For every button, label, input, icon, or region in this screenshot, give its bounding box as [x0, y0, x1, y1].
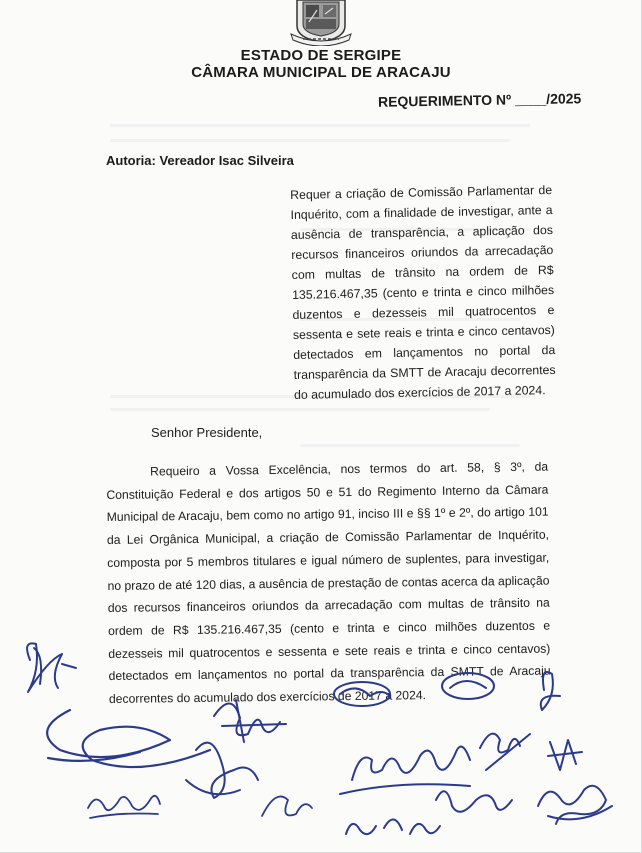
- signature-2: [47, 710, 210, 767]
- salutation: Senhor Presidente,: [151, 425, 263, 440]
- body-paragraph: Requeiro a Vossa Excelência, nos termos do art. 58, § 3º, da Constituição Federal e dos artigos 50 e 51 do Regimento Interno da Câmara Municipal de Aracaju, bem como no artigo 91, inciso III e §§ 1º e 2º, do artigo 101 da Lei Orgânica Municipal, a criação de Comissão Parlamentar de Inquérito, composta por 5 membros titulares e igual número de suplentes, para investigar, no prazo de até 120 dias, a ausência de prestação de contas acerca da aplicação dos recursos financeiros oriundos da arrecadação com multas de trânsito na ordem de R$ 135.216.467,35 (cento e trinta e cinco milhões duzentos e dezesseis mil quatrocentos e sessenta e sete reais e trinta e cinco centavos) detectados em lançamentos no portal da transparência da SMTT de Aracaju decorrentes do acumulado dos exercícios de 2017 a 2024.: [106, 459, 551, 707]
- signature-12: [548, 740, 582, 770]
- signature-8: [442, 673, 494, 699]
- signature-9: [541, 672, 560, 710]
- requerimento-number: REQUERIMENTO Nº ____/2025: [377, 90, 582, 110]
- municipal-coat-of-arms-icon: [289, 0, 353, 46]
- signature-15: [538, 786, 612, 824]
- signatures-area: [0, 630, 642, 853]
- signature-4: [186, 743, 258, 798]
- ementa-paragraph: Requer a criação de Comissão Parlamentar de Inquérito, com a finalidade de investigar, ante a ausência de transparência, a aplicação dos recursos financeiros oriundos da arrecadação com multas de trânsito na ordem de R$ 135.216.467,35 (cento e trinta e cinco milhões duzentos e dezesseis mil quatrocentos e sessenta e sete reais e trinta e cinco centavos) detectados em lançamentos no portal da transparência da SMTT de Aracaju decorrentes do acumulado dos exercícios de 2017 a 2024.: [290, 182, 556, 402]
- signature-13: [346, 819, 440, 834]
- signature-10: [340, 747, 470, 794]
- chamber-heading: CÂMARA MUNICIPAL DE ARACAJU: [191, 64, 451, 81]
- signature-6: [262, 796, 312, 816]
- signature-5: [88, 796, 160, 818]
- signature-11: [480, 734, 530, 770]
- autoria-line: Autoria: Vereador Isac Silveira: [106, 153, 294, 168]
- signature-3: [214, 700, 286, 742]
- signature-14: [436, 791, 512, 811]
- signature-1: [27, 643, 76, 692]
- signature-7: [334, 682, 390, 706]
- state-heading: ESTADO DE SERGIPE: [240, 47, 402, 64]
